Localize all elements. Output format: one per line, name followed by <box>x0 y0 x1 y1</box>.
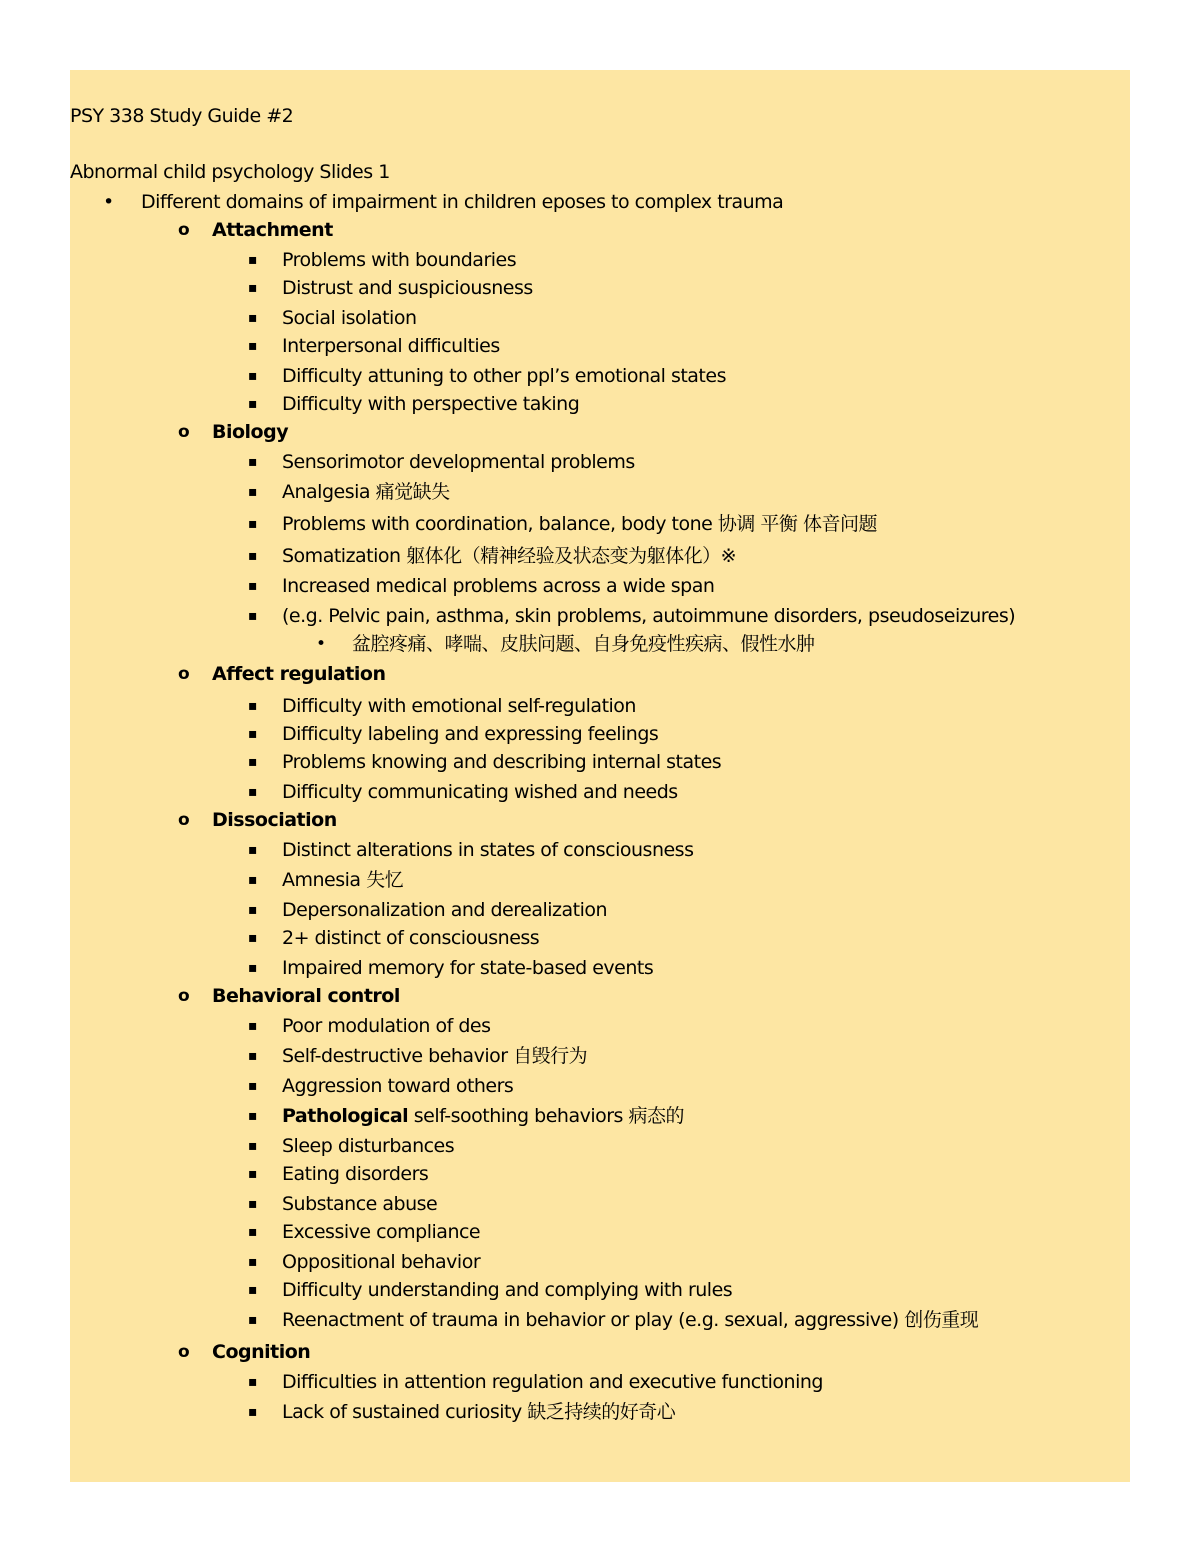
circle-bullet-icon: o <box>178 810 190 830</box>
domain-heading-text: Dissociation <box>212 809 337 831</box>
square-bullet-icon: ▪ <box>248 1196 257 1212</box>
list-item-text: Poor modulation of des <box>282 1015 491 1037</box>
square-bullet-icon: ▪ <box>248 516 257 532</box>
list-item-text: Analgesia 痛觉缺失 <box>282 481 450 503</box>
square-bullet-icon: ▪ <box>248 842 257 858</box>
document-title: PSY 338 Study Guide #2 <box>70 105 294 127</box>
list-item-text: Reenactment of trauma in behavior or play (e.g. sexual, aggressive) 创伤重现 <box>282 1309 979 1331</box>
list-item-text: Difficulty understanding and complying with rules <box>282 1279 733 1301</box>
list-item-text: Difficulty with emotional self-regulation <box>282 695 636 717</box>
study-guide-page <box>70 70 1130 1482</box>
domain-heading-text: Attachment <box>212 219 333 241</box>
domain-heading-text: Cognition <box>212 1341 311 1363</box>
square-bullet-icon: ▪ <box>248 608 257 624</box>
list-item-text: 2+ distinct of consciousness <box>282 927 540 949</box>
list-item-text: Problems with coordination, balance, body tone 协调 平衡 体音问题 <box>282 513 877 535</box>
square-bullet-icon: ▪ <box>248 1404 257 1420</box>
section-title: Abnormal child psychology Slides 1 <box>70 161 390 183</box>
square-bullet-icon: ▪ <box>248 484 257 500</box>
square-bullet-icon: ▪ <box>248 368 257 384</box>
domain-heading-text: Affect regulation <box>212 663 386 685</box>
list-item-text: Social isolation <box>282 307 417 329</box>
list-item-text: Increased medical problems across a wide span <box>282 575 715 597</box>
square-bullet-icon: ▪ <box>248 1282 257 1298</box>
square-bullet-icon: ▪ <box>248 1312 257 1328</box>
square-bullet-icon: ▪ <box>248 1166 257 1182</box>
list-item-text: Oppositional behavior <box>282 1251 481 1273</box>
bullet-icon: • <box>103 191 114 213</box>
circle-bullet-icon: o <box>178 422 190 442</box>
square-bullet-icon: ▪ <box>248 454 257 470</box>
domain-heading-text: Behavioral control <box>212 985 400 1007</box>
square-bullet-icon: ▪ <box>248 698 257 714</box>
list-item-text: Substance abuse <box>282 1193 438 1215</box>
square-bullet-icon: ▪ <box>248 902 257 918</box>
square-bullet-icon: ▪ <box>248 310 257 326</box>
list-item-text: Sensorimotor developmental problems <box>282 451 635 473</box>
list-item-text: Aggression toward others <box>282 1075 514 1097</box>
square-bullet-icon: ▪ <box>248 872 257 888</box>
square-bullet-icon: ▪ <box>248 930 257 946</box>
list-item-text: Interpersonal difficulties <box>282 335 500 357</box>
list-item-text-rest: self-soothing behaviors 病态的 <box>408 1105 684 1127</box>
list-item-text: (e.g. Pelvic pain, asthma, skin problems, autoimmune disorders, pseudoseizures) <box>282 605 1016 627</box>
list-item-text: Amnesia 失忆 <box>282 869 404 891</box>
list-item-text: Difficulty with perspective taking <box>282 393 580 415</box>
square-bullet-icon: ▪ <box>248 548 257 564</box>
circle-bullet-icon: o <box>178 664 190 684</box>
list-item-text: Depersonalization and derealization <box>282 899 608 921</box>
list-item-text: Impaired memory for state-based events <box>282 957 654 979</box>
bold-term: Pathological <box>282 1105 409 1127</box>
list-item-text: Difficulty attuning to other ppl’s emotional states <box>282 365 726 387</box>
list-item-text: Problems knowing and describing internal states <box>282 751 722 773</box>
square-bullet-icon: ▪ <box>248 1078 257 1094</box>
list-item-text: Difficulty communicating wished and needs <box>282 781 678 803</box>
list-item-text: Sleep disturbances <box>282 1135 455 1157</box>
list-item-text: Difficulties in attention regulation and executive functioning <box>282 1371 823 1393</box>
list-item-text: Difficulty labeling and expressing feelings <box>282 723 659 745</box>
bullet-icon: • <box>316 634 326 654</box>
square-bullet-icon: ▪ <box>248 726 257 742</box>
list-subitem-text: 盆腔疼痛、哮喘、皮肤问题、自身免疫性疾病、假性水肿 <box>352 633 815 655</box>
square-bullet-icon: ▪ <box>248 252 257 268</box>
main-point-text: Different domains of impairment in children eposes to complex trauma <box>141 191 784 213</box>
square-bullet-icon: ▪ <box>248 396 257 412</box>
square-bullet-icon: ▪ <box>248 1048 257 1064</box>
square-bullet-icon: ▪ <box>248 1254 257 1270</box>
list-item-text: Lack of sustained curiosity 缺乏持续的好奇心 <box>282 1401 676 1423</box>
list-item-text: Self-destructive behavior 自毁行为 <box>282 1045 588 1067</box>
list-item-text: Excessive compliance <box>282 1221 481 1243</box>
list-item-text: Problems with boundaries <box>282 249 517 271</box>
circle-bullet-icon: o <box>178 1342 190 1362</box>
square-bullet-icon: ▪ <box>248 280 257 296</box>
square-bullet-icon: ▪ <box>248 578 257 594</box>
square-bullet-icon: ▪ <box>248 338 257 354</box>
square-bullet-icon: ▪ <box>248 960 257 976</box>
square-bullet-icon: ▪ <box>248 784 257 800</box>
list-item-text <box>282 1104 684 1128</box>
square-bullet-icon: ▪ <box>248 754 257 770</box>
square-bullet-icon: ▪ <box>248 1374 257 1390</box>
list-item-text: Somatization 躯体化（精神经验及状态变为躯体化）※ <box>282 545 737 567</box>
circle-bullet-icon: o <box>178 986 190 1006</box>
square-bullet-icon: ▪ <box>248 1108 257 1124</box>
square-bullet-icon: ▪ <box>248 1138 257 1154</box>
square-bullet-icon: ▪ <box>248 1018 257 1034</box>
list-item-text: Distrust and suspiciousness <box>282 277 533 299</box>
square-bullet-icon: ▪ <box>248 1224 257 1240</box>
list-item-text: Distinct alterations in states of consciousness <box>282 839 694 861</box>
domain-heading-text: Biology <box>212 421 289 443</box>
circle-bullet-icon: o <box>178 220 190 240</box>
list-item-text: Eating disorders <box>282 1163 429 1185</box>
